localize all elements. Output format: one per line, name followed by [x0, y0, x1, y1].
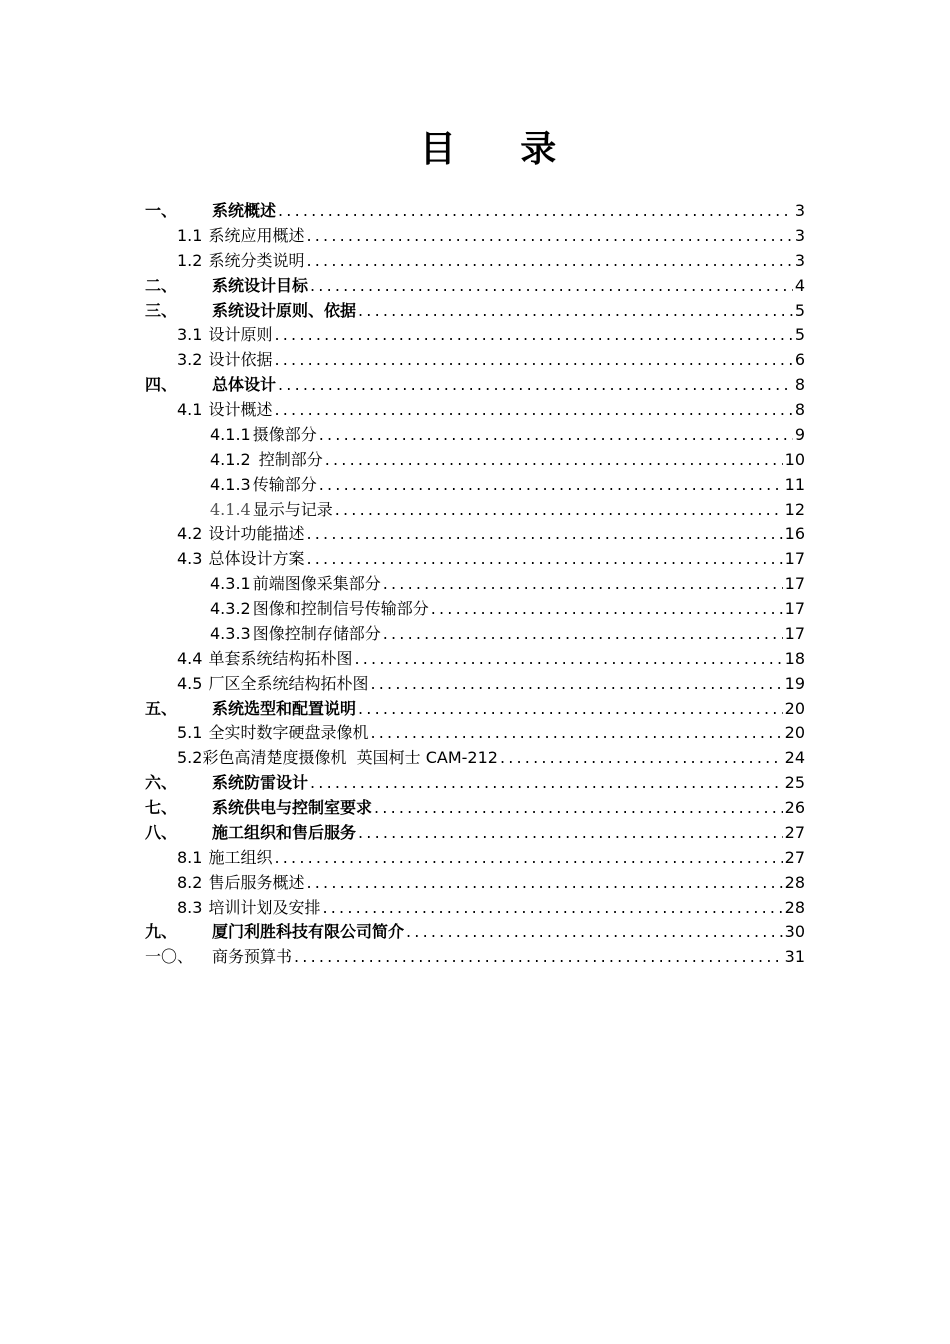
toc-entry-page: 3: [794, 225, 805, 245]
toc-entry-label: 系统概述: [212, 201, 277, 220]
toc-entry-page: 26: [784, 798, 805, 817]
toc-entry-number: 1.1: [177, 225, 203, 245]
toc-entry-label: 传输部分: [252, 474, 317, 494]
toc-entry-page: 16: [784, 524, 805, 544]
dot-leader: [310, 771, 783, 796]
toc-entry-label: 施工组织和售后服务: [212, 822, 357, 842]
dot-leader: [358, 697, 783, 722]
dot-leader: [383, 622, 783, 647]
toc-entry-page: 12: [784, 499, 805, 519]
dot-leader: [358, 299, 793, 324]
toc-entry-label: 系统分类说明: [208, 250, 305, 270]
toc-entry-number: 8.1: [177, 847, 203, 867]
toc-entry-number: 八、: [145, 822, 178, 842]
toc-entry-4-5[interactable]: [145, 672, 805, 697]
toc-entry-number: 七、: [145, 798, 178, 817]
toc-entry-number: 一、: [145, 201, 178, 220]
toc-entry-number: 4.3.1: [210, 574, 251, 594]
toc-entry-5-2[interactable]: [145, 746, 805, 771]
toc-entry-number: 4.5: [177, 673, 203, 693]
toc-entry-3-2[interactable]: [145, 348, 805, 373]
toc-entry-number: 二、: [145, 275, 178, 295]
dot-leader: [431, 597, 783, 622]
toc-entry-8-3[interactable]: [145, 896, 805, 921]
dot-leader: [274, 846, 782, 871]
toc-entry-9[interactable]: [145, 920, 805, 945]
dot-leader: [370, 672, 782, 697]
toc-entry-8[interactable]: [145, 821, 805, 846]
toc-entry-page: 4: [794, 275, 805, 295]
dot-leader: [319, 423, 793, 448]
toc-entry-page: 18: [784, 648, 805, 668]
toc-entry-page: 27: [784, 822, 805, 842]
toc-entry-page: 11: [784, 474, 805, 494]
toc-entry-1[interactable]: [145, 199, 805, 224]
toc-entry-number: 六、: [145, 773, 178, 793]
dot-leader: [383, 572, 783, 597]
toc-entry-number: 四、: [145, 375, 178, 395]
toc-entry-label: 设计原则: [208, 325, 273, 345]
toc-entry-label: 系统应用概述: [208, 225, 305, 245]
toc-entry-number: 3.2: [177, 350, 203, 370]
toc-entry-number: 1.2: [177, 250, 203, 270]
toc-entry-page: 8: [794, 375, 805, 395]
toc-entry-4-3[interactable]: [145, 547, 805, 572]
toc-entry-number: 4.1.4: [210, 499, 251, 519]
toc-entry-4-1-3[interactable]: [145, 473, 805, 498]
toc-entry-page: 24: [784, 748, 805, 768]
toc-entry-label: 售后服务概述: [208, 872, 305, 892]
dot-leader: [306, 522, 782, 547]
toc-entry-8-2[interactable]: [145, 871, 805, 896]
dot-leader: [358, 821, 783, 846]
toc-entry-page: 30: [784, 922, 805, 942]
toc-entry-4-1-2[interactable]: [145, 448, 805, 473]
toc-entry-label: 设计概述: [208, 400, 273, 419]
toc-entry-number: 五、: [145, 698, 178, 718]
toc-entry-label: 总体设计方案: [208, 549, 305, 569]
toc-entry-page: 17: [784, 574, 805, 594]
dot-leader: [274, 323, 792, 348]
toc-entry-label: 显示与记录: [252, 499, 333, 519]
toc-entry-number: 4.1.2: [210, 449, 251, 469]
dot-leader: [294, 945, 783, 970]
toc-entry-number: 5.2: [177, 748, 203, 768]
toc-entry-label: 单套系统结构拓朴图: [208, 648, 353, 668]
toc-entry-4-3-3[interactable]: [145, 622, 805, 647]
toc-entry-page: 5: [794, 325, 805, 345]
toc-entry-number: 3.1: [177, 325, 203, 345]
toc-entry-page: 28: [784, 897, 805, 917]
toc-entry-number: 4.3.2: [210, 599, 251, 618]
dot-leader: [325, 448, 783, 473]
toc-entry-number: 4.3: [177, 549, 203, 569]
toc-entry-label: 总体设计: [212, 375, 277, 395]
toc-entry-label: 摄像部分: [252, 424, 317, 444]
toc-entry-10[interactable]: [145, 945, 805, 970]
toc-entry-page: 17: [784, 549, 805, 569]
toc-entry-3[interactable]: [145, 299, 805, 324]
dot-leader: [319, 473, 783, 498]
toc-entry-page: 17: [784, 623, 805, 643]
toc-entry-4-2[interactable]: [145, 522, 805, 547]
toc-entry-5-1[interactable]: [145, 721, 805, 746]
toc-entry-label: 彩色高清楚度摄像机 英国柯士 CAM-212: [202, 748, 498, 768]
toc-entry-label: 前端图像采集部分: [252, 574, 381, 594]
toc-entry-label: 培训计划及安排: [208, 897, 321, 917]
toc-entry-label: 设计依据: [208, 350, 273, 370]
toc-entry-5[interactable]: [145, 697, 805, 722]
dot-leader: [370, 721, 782, 746]
dot-leader: [278, 199, 793, 224]
toc-entry-number: 4.1: [177, 400, 203, 419]
dot-leader: [322, 896, 782, 921]
toc-entry-number: 4.3.3: [210, 623, 251, 643]
toc-entry-page: 27: [784, 847, 805, 867]
dot-leader: [274, 398, 792, 423]
toc-entry-page: 3: [794, 201, 805, 220]
toc-entry-label: 设计功能描述: [208, 524, 305, 544]
page-title: 目 录: [419, 129, 583, 170]
toc-entry-label: 图像控制存储部分: [252, 623, 381, 643]
toc-entry-label: 商务预算书: [212, 947, 293, 967]
toc-entry-page: 20: [784, 723, 805, 743]
toc-entry-4-1-1[interactable]: [145, 423, 805, 448]
toc-entry-page: 8: [794, 400, 805, 419]
toc-entry-7[interactable]: [145, 796, 805, 821]
toc-entry-page: 5: [794, 300, 805, 320]
toc-entry-page: 17: [784, 599, 805, 618]
toc-entry-number: 4.1.1: [210, 424, 251, 444]
toc-entry-4-4[interactable]: [145, 647, 805, 672]
toc-entry-page: 3: [794, 250, 805, 270]
dot-leader: [278, 373, 793, 398]
toc-entry-4-1[interactable]: [145, 398, 805, 423]
toc-entry-page: 6: [794, 350, 805, 370]
toc-entry-page: 9: [794, 424, 805, 444]
toc-entry-number: 8.2: [177, 872, 203, 892]
toc-entry-label: 系统设计目标: [212, 275, 309, 295]
toc-entry-3-1[interactable]: [145, 323, 805, 348]
toc-entry-label: 厦门利胜科技有限公司简介: [212, 922, 405, 942]
toc-entry-label: 系统选型和配置说明: [212, 698, 357, 718]
dot-leader: [406, 920, 783, 945]
dot-leader: [500, 746, 783, 771]
toc-entry-4-1-4[interactable]: [145, 498, 805, 523]
dot-leader: [306, 249, 792, 274]
toc-entry-2[interactable]: [145, 274, 805, 299]
toc-entry-number: 4.2: [177, 524, 203, 544]
toc-entry-1-1[interactable]: [145, 224, 805, 249]
dot-leader: [310, 274, 793, 299]
toc-entry-number: 一〇、: [145, 947, 194, 967]
dot-leader: [274, 348, 792, 373]
toc-entry-page: 20: [784, 698, 805, 718]
toc-entry-label: 控制部分: [258, 449, 323, 469]
dot-leader: [306, 871, 782, 896]
toc-entry-page: 10: [784, 449, 805, 469]
toc-entry-page: 28: [784, 872, 805, 892]
toc-entry-label: 系统供电与控制室要求: [212, 798, 373, 817]
dot-leader: [335, 498, 783, 523]
toc-entry-page: 25: [784, 773, 805, 793]
toc-entry-number: 5.1: [177, 723, 203, 743]
dot-leader: [306, 547, 782, 572]
toc-entry-number: 4.4: [177, 648, 203, 668]
toc-entry-4[interactable]: [145, 373, 805, 398]
dot-leader: [374, 796, 783, 821]
dot-leader: [354, 647, 782, 672]
toc-entry-8-1[interactable]: [145, 846, 805, 871]
toc-entry-label: 图像和控制信号传输部分: [252, 599, 429, 618]
toc-entry-label: 厂区全系统结构拓朴图: [208, 673, 369, 693]
toc-entry-label: 系统防雷设计: [212, 773, 309, 793]
toc-entry-number: 三、: [145, 300, 178, 320]
toc-entry-page: 19: [784, 673, 805, 693]
toc-entry-label: 系统设计原则、依据: [212, 300, 357, 320]
table-of-contents: [145, 199, 805, 970]
toc-entry-label: 全实时数字硬盘录像机: [208, 723, 369, 743]
toc-entry-page: 31: [784, 947, 805, 967]
toc-entry-number: 4.1.3: [210, 474, 251, 494]
toc-entry-label: 施工组织: [208, 847, 273, 867]
toc-entry-1-2[interactable]: [145, 249, 805, 274]
toc-entry-4-3-2[interactable]: [145, 597, 805, 622]
toc-entry-6[interactable]: [145, 771, 805, 796]
toc-entry-4-3-1[interactable]: [145, 572, 805, 597]
dot-leader: [306, 224, 792, 249]
toc-entry-number: 九、: [145, 922, 178, 942]
toc-entry-number: 8.3: [177, 897, 203, 917]
